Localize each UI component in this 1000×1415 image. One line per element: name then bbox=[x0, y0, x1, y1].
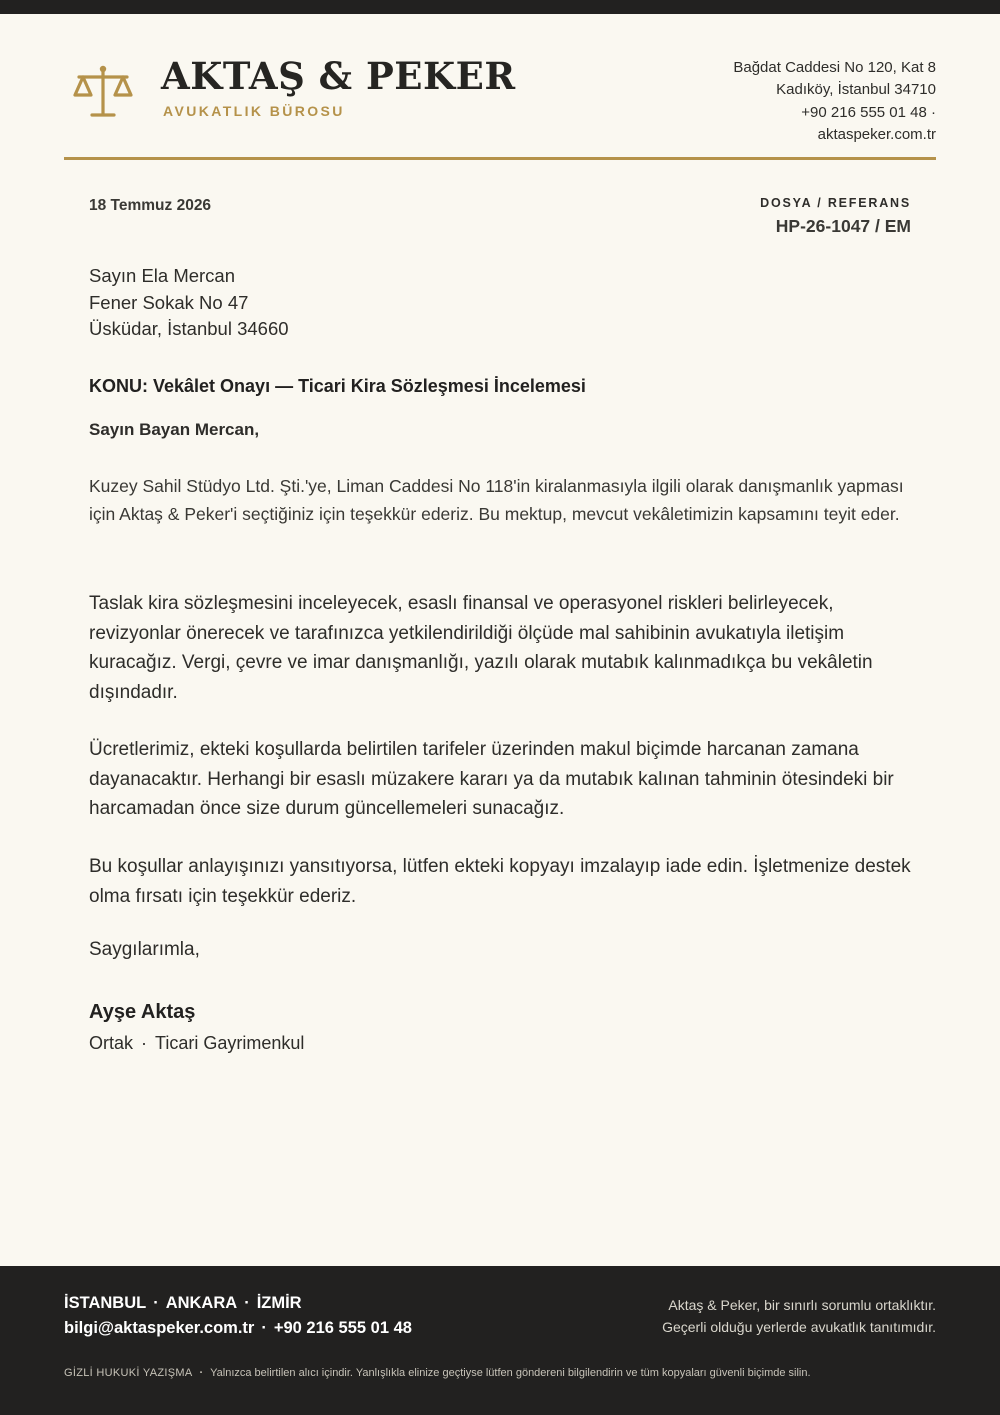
legal-line-1: Aktaş & Peker, bir sınırlı sorumlu ortaklıktır. bbox=[668, 1297, 936, 1313]
address-line-city: Kadıköy, İstanbul 34710 bbox=[776, 81, 936, 99]
confidential-label: GİZLİ HUKUKİ YAZIŞMA bbox=[64, 1367, 193, 1379]
address-line-phone: +90 216 555 01 48 · bbox=[801, 103, 936, 121]
body-paragraph-scope: Taslak kira sözleşmesini inceleyecek, esaslı finansal ve operasyonel riskleri belirleyecek, revizyonlar önerecek ve tarafınızca yetkilendirildiği ölçüde mal sahibinin avukatıyla iletişim kuracağız. Vergi, çevre ve imar danışmanlığı, yazılı olarak mutabık kalınmadıkça bu vekâletin dışındadır. bbox=[89, 593, 873, 703]
body-paragraph-fees: Ücretlerimiz, ekteki koşullarda belirtilen tarifeler üzerinden makul biçimde harcanan zamana dayanacaktır. Herhangi bir esaslı müzakere kararı ya da mutabık kalınan tahminin ötesindeki bir harcamadan önce size durum güncellemeleri sunacağız. bbox=[89, 739, 894, 819]
firm-name: AKTAŞ & PEKER bbox=[161, 54, 516, 98]
footer bbox=[0, 1266, 1000, 1415]
address-line-street: Bağdat Caddesi No 120, Kat 8 bbox=[733, 59, 936, 76]
footer-phone[interactable]: +90 216 555 01 48 bbox=[273, 1319, 412, 1337]
signer-role: Ortak bbox=[89, 1033, 134, 1053]
city-ankara: ANKARA bbox=[165, 1294, 238, 1312]
separator-dot: · bbox=[141, 1033, 148, 1053]
letterhead bbox=[64, 50, 936, 160]
legal-notice bbox=[662, 1294, 936, 1338]
signer-department: Ticari Gayrimenkul bbox=[155, 1033, 305, 1053]
signer-title bbox=[89, 1033, 304, 1054]
reference-block bbox=[760, 196, 911, 237]
office-cities: İSTANBUL · ANKARA · İZMİR bbox=[64, 1294, 302, 1312]
recipient-city: Üsküdar, İstanbul 34660 bbox=[89, 318, 289, 339]
recipient-name: Sayın Ela Mercan bbox=[89, 265, 236, 286]
letter-date: 18 Temmuz 2026 bbox=[89, 197, 212, 214]
firm-subtitle: AVUKATLIK BÜROSU bbox=[163, 103, 345, 119]
reference-value: HP-26-1047 / EM bbox=[775, 216, 911, 236]
confidentiality-notice: GİZLİ HUKUKİ YAZIŞMA · Yalnızca belirtilen alıcı içindir. Yanlışlıkla elinize geçtiyse lütfen göndereni bilgilendirin ve tüm kopyaları güvenli biçimde silin. bbox=[64, 1367, 811, 1379]
recipient-address bbox=[89, 263, 289, 343]
letter-subject: KONU: Vekâlet Onayı — Ticari Kira Sözleşmesi İncelemesi bbox=[89, 376, 586, 396]
city-istanbul: İSTANBUL bbox=[64, 1294, 147, 1312]
top-bar bbox=[0, 0, 1000, 14]
recipient-street: Fener Sokak No 47 bbox=[89, 291, 249, 313]
footer-email[interactable]: bilgi@aktaspeker.com.tr bbox=[64, 1319, 255, 1337]
city-izmir: İZMİR bbox=[256, 1294, 302, 1312]
body-paragraph-closing: Bu koşullar anlayışınızı yansıtıyorsa, lütfen ekteki kopyayı imzalayıp iade edin. İşletmenize destek olma fırsatı için teşekkür ederiz. bbox=[89, 856, 911, 907]
salutation: Sayın Bayan Mercan, bbox=[89, 420, 260, 439]
body-paragraph-intro: Kuzey Sahil Stüdyo Ltd. Şti.'ye, Liman Caddesi No 118'in kiralanmasıyla ilgili olarak danışmanlık yapması için Aktaş & Peker'i seçtiğiniz için teşekkür ederiz. Bu mektup, mevcut vekâletimizin kapsamını teyit eder. bbox=[89, 476, 904, 524]
address-line-website[interactable]: aktaspeker.com.tr bbox=[817, 125, 936, 143]
legal-line-2: Geçerli olduğu yerlerde avukatlık tanıtımıdır. bbox=[662, 1319, 936, 1335]
firm-address bbox=[733, 57, 936, 146]
signer-name: Ayşe Aktaş bbox=[89, 1001, 196, 1023]
closing-phrase: Saygılarımla, bbox=[89, 939, 200, 960]
scales-of-justice-icon bbox=[72, 64, 134, 120]
reference-label: DOSYA / REFERANS bbox=[760, 196, 911, 210]
footer-contact: bilgi@aktaspeker.com.tr · +90 216 555 01 48 bbox=[64, 1319, 412, 1337]
header-divider bbox=[64, 157, 936, 160]
confidential-text: Yalnızca belirtilen alıcı içindir. Yanlışlıkla elinize geçtiyse lütfen göndereni bilgilendirin ve tüm kopyaları güvenli biçimde silin. bbox=[210, 1367, 811, 1379]
